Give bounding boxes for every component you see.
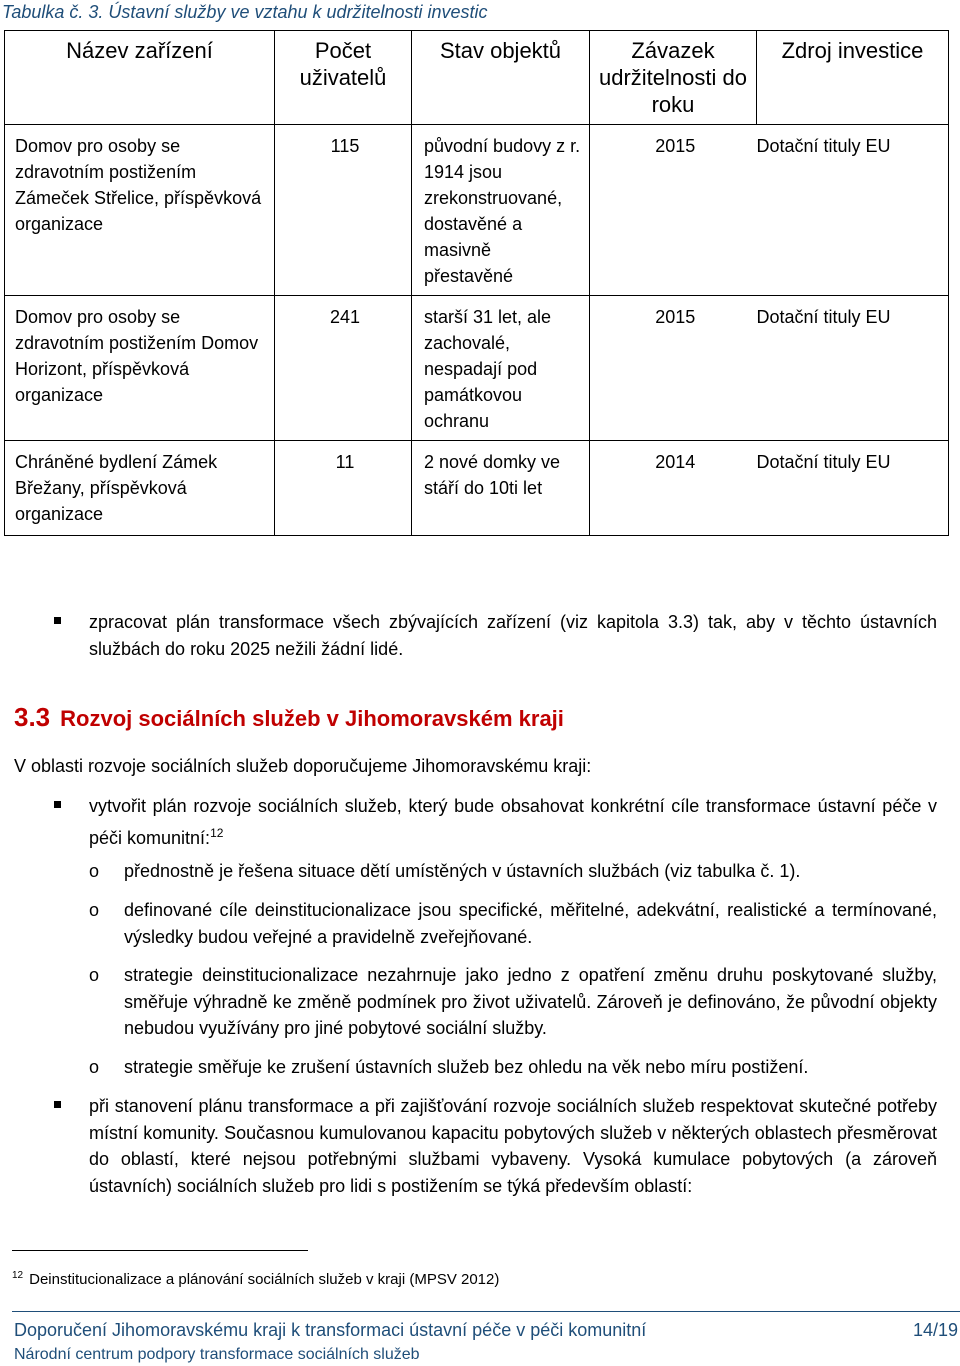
sub-item: strategie deinstitucionalizace nezahrnuje jako jedno z opatření změnu druhu poskytované služby, směřuje výhradně ke změně podmínek pro život uživatelů. Zároveň je definováno, že původní objekty nebudou využívány pro jiné pobytové sociální služby.	[124, 965, 937, 1038]
cell-users: 11	[275, 441, 412, 536]
institutions-table	[4, 30, 949, 536]
sub-item: přednostně je řešena situace dětí umístěných v ústavních službách (viz tabulka č. 1).	[124, 861, 801, 881]
bullet-text: vytvořit plán rozvoje sociálních služeb, který bude obsahovat konkrétní cíle transformace ústavní péče v péči komunitní:	[89, 796, 937, 848]
bullet-item	[89, 793, 937, 851]
cell-year: 2014	[590, 441, 757, 536]
sub-bullet-marker: o	[89, 900, 100, 920]
table-row	[5, 125, 949, 296]
footnote	[12, 1270, 499, 1288]
footnote-ref: 12	[210, 825, 224, 840]
table-caption: Tabulka č. 3. Ústavní služby ve vztahu k udržitelnosti investic	[2, 2, 488, 22]
cell-name: Domov pro osoby se zdravotním postižením Domov Horizont, příspěvková organizace	[5, 296, 275, 441]
header-source: Zdroj investice	[757, 31, 949, 125]
cell-users: 241	[275, 296, 412, 441]
cell-state: původní budovy z r. 1914 jsou zrekonstruované, dostavěné a masivně přestavěné	[412, 125, 590, 296]
header-users: Počet uživatelů	[275, 31, 412, 125]
section-title: Rozvoj sociálních služeb v Jihomoravském kraji	[60, 706, 564, 731]
sub-item: definované cíle deinstitucionalizace jsou specifické, měřitelné, adekvátní, realistické a termínované, výsledky budou veřejné a pravidelně zveřejňované.	[124, 900, 937, 947]
header-state: Stav objektů	[412, 31, 590, 125]
cell-name: Chráněné bydlení Zámek Břežany, příspěvková organizace	[5, 441, 275, 536]
section-heading	[14, 702, 564, 733]
bullet-square-icon	[54, 1101, 61, 1108]
cell-source: Dotační tituly EU	[757, 441, 949, 536]
bullet-square-icon	[54, 617, 61, 624]
table-row	[5, 296, 949, 441]
header-commitment: Závazek udržitelnosti do roku	[590, 31, 757, 125]
table-row	[5, 441, 949, 536]
cell-source: Dotační tituly EU	[757, 296, 949, 441]
header-name: Název zařízení	[5, 31, 275, 125]
footer-rule	[12, 1311, 960, 1312]
footnote-separator	[12, 1250, 308, 1251]
cell-year: 2015	[590, 125, 757, 296]
sub-item: strategie směřuje ke zrušení ústavních služeb bez ohledu na věk nebo míru postižení.	[124, 1057, 809, 1077]
sub-bullet-marker: o	[89, 861, 100, 881]
bullet-item: při stanovení plánu transformace a při zajišťování rozvoje sociálních služeb respektovat skutečné potřeby místní komunity. Současnou kumulovanou kapacitu pobytových služeb v některých oblastech přesměrovat do oblastí, které nejsou potřebnými službami vybaveny. Vysoká kumulace pobytových (a zároveň ústavních) sociálních služeb pro lidi s postižením se týká především oblastí:	[89, 1096, 937, 1196]
bullet-item: zpracovat plán transformace všech zbývajících zařízení (viz kapitola 3.3) tak, aby v těchto ústavních službách do roku 2025 nežili žádní lidé.	[89, 612, 937, 659]
footnote-number: 12	[12, 1270, 24, 1281]
cell-state: 2 nové domky ve stáří do 10ti let	[412, 441, 590, 536]
bullet-square-icon	[54, 801, 61, 808]
cell-state: starší 31 let, ale zachovalé, nespadají pod památkovou ochranu	[412, 296, 590, 441]
cell-year: 2015	[590, 296, 757, 441]
cell-source: Dotační tituly EU	[757, 125, 949, 296]
footer-org: Národní centrum podpory transformace sociálních služeb	[14, 1346, 420, 1363]
section-number: 3.3	[14, 702, 51, 732]
sub-bullet-marker: o	[89, 1057, 100, 1077]
page-number: 14/19	[912, 1320, 958, 1340]
footnote-text: Deinstitucionalizace a plánování sociálních služeb v kraji (MPSV 2012)	[29, 1271, 500, 1288]
cell-name: Domov pro osoby se zdravotním postižením Zámeček Střelice, příspěvková organizace	[5, 125, 275, 296]
cell-users: 115	[275, 125, 412, 296]
table-header-row	[5, 31, 949, 125]
sub-bullet-marker: o	[89, 965, 100, 985]
footer-title: Doporučení Jihomoravskému kraji k transformaci ústavní péče v péči komunitní	[14, 1320, 647, 1340]
intro-paragraph: V oblasti rozvoje sociálních služeb doporučujeme Jihomoravskému kraji:	[14, 756, 592, 776]
